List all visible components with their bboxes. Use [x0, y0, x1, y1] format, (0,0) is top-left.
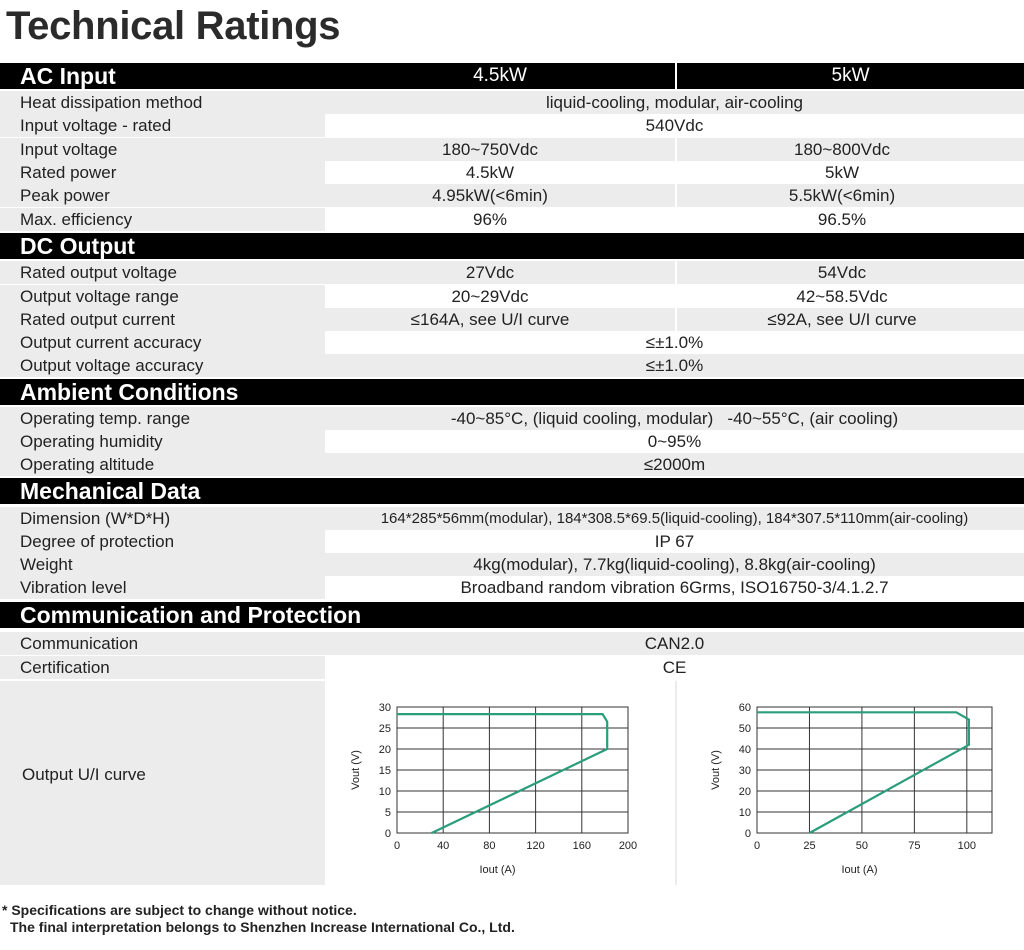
row-label: Degree of protection [20, 532, 175, 551]
column-header-4-5kw: 4.5kW [473, 65, 527, 86]
table-row [0, 553, 1024, 576]
section-ambient-conditions [0, 379, 1024, 405]
row-value-5kw: 5.5kW(<6min) [788, 186, 896, 205]
table-row [0, 530, 1024, 553]
table-row [0, 285, 1024, 308]
y-tick-label: 15 [378, 765, 391, 777]
footnote-disclaimer: * Specifications are subject to change without notice. [2, 902, 357, 918]
table-row [0, 331, 1024, 354]
x-tick-label: 100 [957, 840, 977, 852]
section-ac-input [0, 63, 1024, 89]
row-label: Peak power [20, 186, 110, 205]
table-row [0, 576, 1024, 599]
table-row [0, 656, 1024, 679]
chart-panel-4-5kw [325, 681, 675, 885]
row-value: 164*285*56mm(modular), 184*308.5*69.5(liquid-cooling), 184*307.5*110mm(air-cooling) [380, 510, 969, 527]
y-tick-label: 50 [738, 723, 751, 735]
row-value-5kw: 96.5% [817, 210, 867, 229]
x-axis-label: Iout (A) [479, 864, 516, 876]
section-title: AC Input [20, 63, 116, 89]
row-value: 4kg(modular), 7.7kg(liquid-cooling), 8.8kg(air-cooling) [473, 555, 876, 574]
row-label: Input voltage [20, 140, 118, 159]
row-value-5kw: 42~58.5Vdc [796, 287, 888, 306]
ui-curve-chart-5kw [677, 681, 1024, 885]
row-value: ≤±1.0% [645, 333, 704, 352]
table-row [0, 407, 1024, 430]
y-tick-label: 25 [378, 723, 391, 735]
footnote-interpretation: The final interpretation belongs to Shenzhen Increase International Co., Ltd. [10, 919, 515, 935]
row-value-5kw: 5kW [825, 163, 859, 182]
section-communication-protection [0, 602, 1024, 628]
row-label: Operating altitude [20, 455, 155, 474]
y-axis-label: Vout (V) [350, 750, 362, 790]
y-tick-label: 30 [738, 765, 751, 777]
row-label: Output voltage range [20, 287, 179, 306]
y-tick-label: 40 [738, 744, 751, 756]
row-value-5kw: 54Vdc [817, 263, 867, 282]
row-value: 540Vdc [645, 116, 704, 135]
row-value: ≤2000m [643, 455, 706, 474]
row-value-4-5kw: 4.95kW(<6min) [432, 186, 548, 205]
series-line [397, 714, 607, 833]
ui-curve-chart-4-5kw [325, 681, 675, 885]
table-row [0, 507, 1024, 530]
table-row [0, 138, 1024, 161]
row-value-4-5kw: ≤164A, see U/I curve [410, 310, 570, 329]
row-value: CAN2.0 [644, 634, 705, 653]
table-row [0, 354, 1024, 377]
section-title: DC Output [20, 233, 135, 259]
row-value: ≤±1.0% [645, 356, 704, 375]
x-tick-label: 0 [393, 840, 401, 852]
row-label: Communication [20, 634, 139, 653]
x-tick-label: 160 [572, 840, 591, 852]
row-label: Rated power [20, 163, 117, 182]
column-header-5kw: 5kW [831, 65, 870, 86]
row-value-5kw: ≤92A, see U/I curve [767, 310, 917, 329]
table-row [0, 208, 1024, 231]
y-tick-label: 60 [738, 702, 751, 714]
row-label: Operating temp. range [20, 409, 191, 428]
row-value-4-5kw: 180~750Vdc [442, 140, 538, 159]
row-label: Rated output voltage [20, 263, 177, 282]
y-tick-label: 0 [384, 828, 391, 840]
row-label: Output U/I curve [22, 765, 146, 784]
ui-curve-row [0, 681, 1024, 885]
y-tick-label: 10 [378, 786, 391, 798]
table-row [0, 91, 1024, 114]
x-tick-label: 25 [803, 840, 816, 852]
row-label: Max. efficiency [20, 210, 133, 229]
row-value: Broadband random vibration 6Grms, ISO16750-3/4.1.2.7 [460, 578, 889, 597]
x-tick-label: 80 [483, 840, 496, 852]
y-tick-label: 0 [744, 828, 751, 840]
row-label: Vibration level [20, 578, 127, 597]
row-label: Output current accuracy [20, 333, 202, 352]
row-value-5kw: 180~800Vdc [794, 140, 890, 159]
section-title: Mechanical Data [20, 478, 201, 504]
y-axis-label: Vout (V) [710, 750, 722, 790]
x-tick-label: 50 [855, 840, 869, 852]
row-value: CE [662, 658, 687, 677]
y-tick-label: 20 [738, 786, 751, 798]
row-label: Heat dissipation method [20, 93, 203, 112]
x-tick-label: 120 [526, 840, 545, 852]
table-row [0, 308, 1024, 331]
x-tick-label: 75 [908, 840, 921, 852]
row-label: Rated output current [20, 310, 175, 329]
section-title: Ambient Conditions [20, 379, 239, 405]
table-row [0, 632, 1024, 655]
table-row [0, 184, 1024, 207]
row-value: -40~85°C, (liquid cooling, modular) -40~55°C, (air cooling) [450, 409, 899, 428]
page-title: Technical Ratings [6, 4, 341, 48]
row-label: Dimension (W*D*H) [20, 509, 171, 528]
x-tick-label: 40 [437, 840, 450, 852]
y-tick-label: 30 [378, 702, 391, 714]
section-mechanical-data [0, 478, 1024, 504]
table-row [0, 430, 1024, 453]
x-tick-label: 200 [618, 840, 638, 852]
row-label: Operating humidity [20, 432, 163, 451]
row-value: IP 67 [654, 532, 695, 551]
table-row [0, 114, 1024, 137]
row-label: Certification [20, 658, 110, 677]
table-row [0, 261, 1024, 284]
row-value: 0~95% [647, 432, 702, 451]
y-tick-label: 5 [384, 807, 391, 819]
x-tick-label: 0 [753, 840, 761, 852]
row-value-4-5kw: 96% [472, 210, 508, 229]
section-title: Communication and Protection [20, 602, 362, 628]
y-tick-label: 10 [738, 807, 751, 819]
x-axis-label: Iout (A) [841, 864, 878, 876]
y-tick-label: 20 [378, 744, 391, 756]
row-label: Output voltage accuracy [20, 356, 204, 375]
row-value: liquid-cooling, modular, air-cooling [545, 93, 804, 112]
row-value-4-5kw: 4.5kW [465, 163, 515, 182]
series-line [757, 712, 969, 833]
table-row [0, 453, 1024, 476]
chart-panel-5kw [677, 681, 1024, 885]
row-label: Weight [20, 555, 73, 574]
section-dc-output [0, 233, 1024, 259]
row-label: Input voltage - rated [20, 116, 172, 135]
row-value-4-5kw: 27Vdc [465, 263, 515, 282]
table-row [0, 161, 1024, 184]
row-value-4-5kw: 20~29Vdc [451, 287, 529, 306]
